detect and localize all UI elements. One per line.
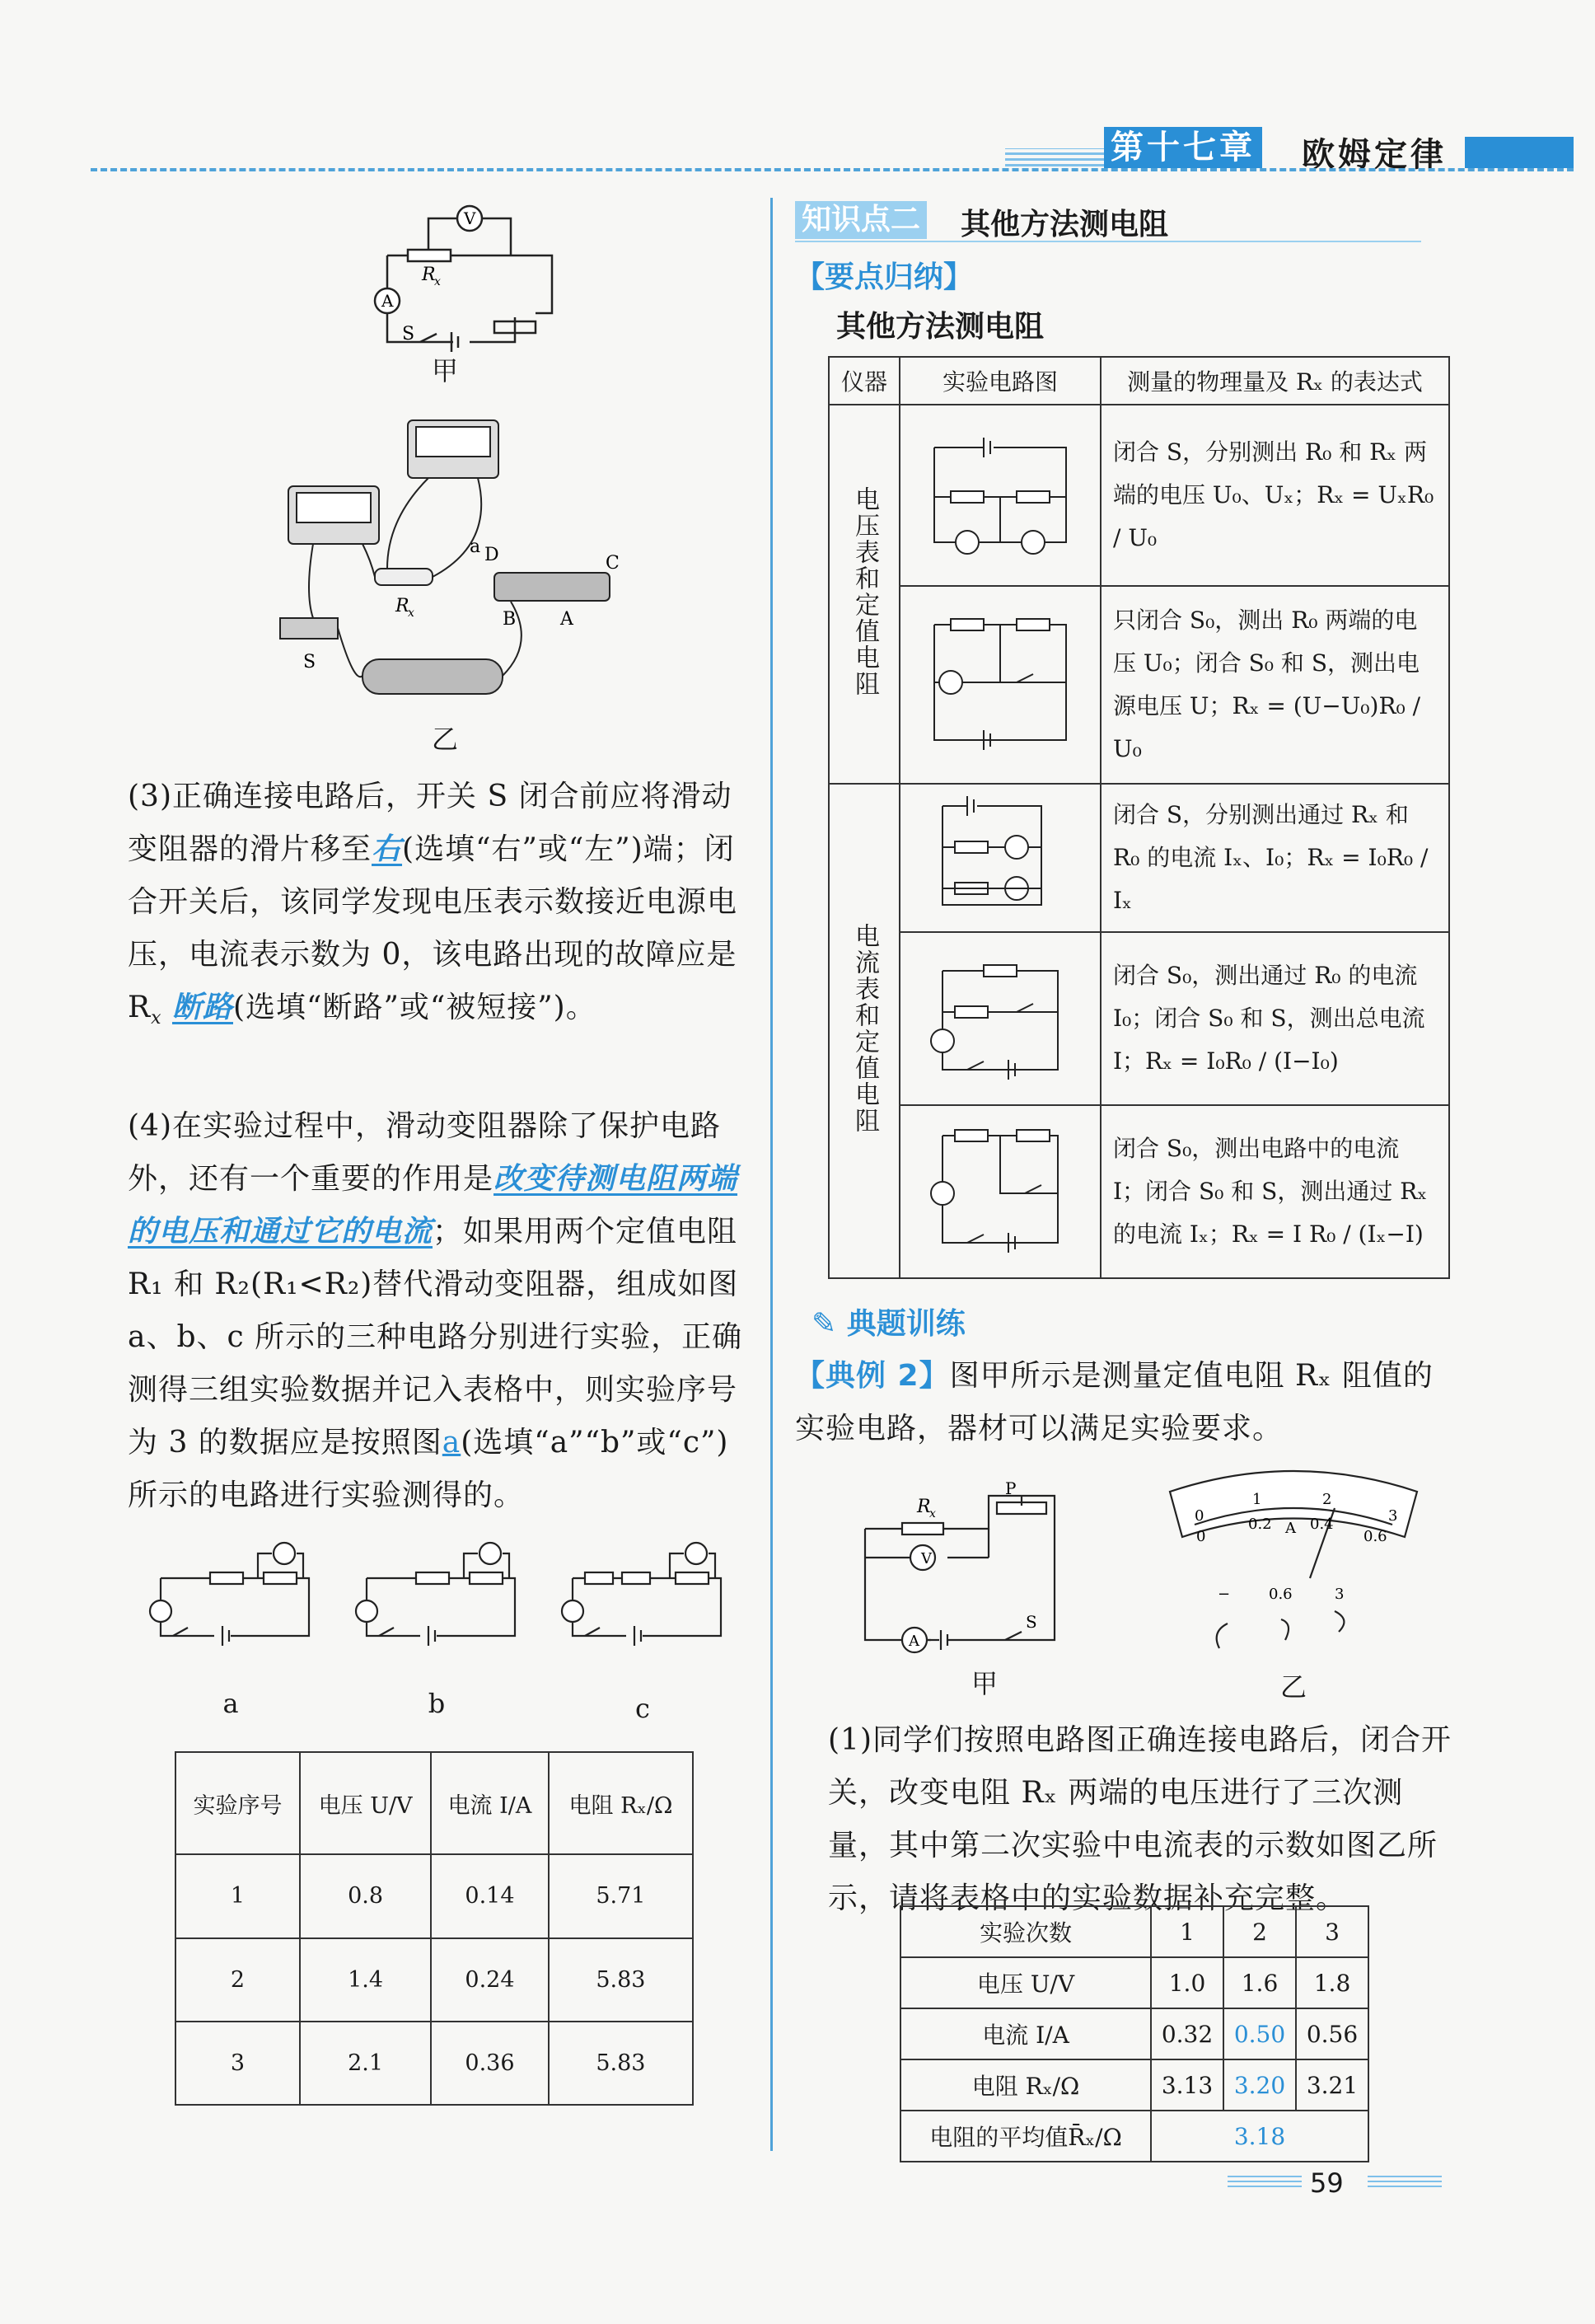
example-circuit-jia — [849, 1471, 1112, 1661]
table-cell: 0.56 — [1296, 2008, 1368, 2059]
example-2 — [795, 1350, 1454, 1455]
row-label: 电压 U/V — [900, 1957, 1151, 2008]
tick-bottom-0: 0 — [1196, 1528, 1206, 1545]
q3-text-before: (3)正确连接电路后，开关 S 闭合前应将滑动变阻器的滑片移至 — [128, 780, 732, 866]
ex-p-label: P — [1005, 1478, 1017, 1498]
yi-b-label: B — [503, 609, 517, 630]
jia-v-label: V — [464, 209, 476, 228]
ex-s-label: S — [1026, 1612, 1037, 1632]
table-cell: 0.24 — [431, 1938, 549, 2022]
yi-a2-label: A — [560, 609, 573, 630]
table-row — [900, 2008, 1368, 2059]
header-dashed-line — [91, 168, 1574, 171]
tick-top-2: 2 — [1322, 1491, 1332, 1508]
fig-yi-caption: 乙 — [431, 724, 458, 755]
method-text-5: 闭合 S₀，测出电路中的电流 I；闭合 S₀ 和 S，测出通过 Rₓ 的电流 Iₓ；Rₓ = I R₀ / (Iₓ−I) — [1101, 1105, 1449, 1278]
table-header: 实验序号 — [175, 1752, 300, 1854]
chapter-title: 欧姆定律 — [1302, 136, 1447, 174]
circuit-cell — [900, 405, 1101, 586]
terminal-3: 3 — [1335, 1586, 1345, 1603]
terminal-minus: − — [1218, 1586, 1231, 1603]
tick-bottom-2: 0.4 — [1310, 1516, 1334, 1533]
example-text: 图甲所示是测量定值电阻 Rₓ 阻值的实验电路，器材可以满足实验要求。 — [795, 1359, 1434, 1445]
yi-a-label: a — [470, 536, 481, 557]
header-bar — [1465, 137, 1574, 168]
meter-unit: A — [1285, 1520, 1296, 1537]
answer-cell: 0.50 — [1223, 2008, 1296, 2059]
yi-s-label: S — [303, 652, 316, 672]
row-label: 电阻 Rₓ/Ω — [900, 2059, 1151, 2111]
table-cell: 0.32 — [1151, 2008, 1223, 2059]
table-cell: 5.83 — [549, 1938, 693, 2022]
circuit-cell — [900, 586, 1101, 784]
group-voltage-label: 电压表和定值电阻 — [850, 485, 879, 697]
tick-top-3: 3 — [1388, 1507, 1398, 1525]
table-header: 3 — [1296, 1906, 1368, 1957]
apparatus-diagram-yi — [264, 412, 643, 725]
circuit-a1 — [918, 790, 1083, 921]
methods-table — [828, 356, 1450, 1279]
page-number: 59 — [1310, 2167, 1344, 2199]
training-label: 典题训练 — [846, 1307, 966, 1341]
table-cell: 5.71 — [549, 1854, 693, 1937]
table-row — [175, 2022, 693, 2105]
table-cell: 3.21 — [1296, 2059, 1368, 2111]
circuit-v2 — [918, 608, 1083, 757]
table-cell: 0.36 — [431, 2022, 549, 2105]
circuit-a-caption: a — [222, 1688, 239, 1719]
tick-top-1: 1 — [1252, 1491, 1262, 1508]
q3-answer-2: 断路 — [171, 991, 233, 1024]
yi-rx-label: R — [395, 596, 409, 616]
row-label: 电流 I/A — [900, 2008, 1151, 2059]
answer-cell: 3.20 — [1223, 2059, 1296, 2111]
table-cell: 2 — [175, 1938, 300, 2022]
table-cell: 1.6 — [1223, 1957, 1296, 2008]
example-tag: 【典例 2】 — [795, 1359, 950, 1393]
table-cell: 3 — [175, 2022, 300, 2105]
fig-jia-caption: 甲 — [431, 355, 458, 387]
table-row — [829, 932, 1449, 1105]
knowledge-point-underline — [795, 241, 1421, 242]
page-number-decoration-left — [1228, 2176, 1302, 2187]
ex-v-label: V — [921, 1550, 932, 1567]
ex-a-label: A — [909, 1633, 919, 1650]
table-header: 仪器 — [829, 357, 900, 405]
method-text-3: 闭合 S，分别测出通过 Rₓ 和 R₀ 的电流 Iₓ、I₀；Rₓ = I₀R₀ / Iₓ — [1101, 784, 1449, 932]
table-header: 电阻 Rₓ/Ω — [549, 1752, 693, 1854]
q4-text-mid: ；如果用两个定值电阻 R₁ 和 R₂(R₁<R₂)替代滑动变阻器，组成如图 a、b、c 所示的三种电路分别进行实验，正确测得三组实验数据并记入表格中，则实验序号为 3 的数据应是按照图 — [128, 1215, 743, 1460]
example-question-1: (1)同学们按照电路图正确连接电路后，闭合开关，改变电阻 Rₓ 两端的电压进行了三次测量，其中第二次实验中电流表的示数如图乙所示，请将表格中的实验数据补充完整。 — [828, 1723, 1452, 1915]
tick-bottom-1: 0.2 — [1248, 1516, 1272, 1533]
ex-rx-sub: x — [929, 1507, 936, 1520]
table-row — [900, 2111, 1368, 2162]
table-header: 电压 U/V — [300, 1752, 431, 1854]
table-row — [900, 1906, 1368, 1957]
circuit-v1 — [918, 423, 1083, 563]
q4-answer-1: 改变待测电阻两端的电压和通过它的电流 — [128, 1162, 738, 1249]
tick-top-0: 0 — [1195, 1507, 1204, 1525]
circuits-abc — [140, 1533, 750, 1681]
table-row — [900, 1957, 1368, 2008]
table-cell: 0.14 — [431, 1854, 549, 1937]
table-header: 1 — [1151, 1906, 1223, 1957]
circuit-cell — [900, 784, 1101, 932]
q4-text-after: (选填“a”“b”或“c”)所示的电路进行实验测得的。 — [128, 1426, 729, 1512]
column-divider — [770, 198, 773, 2151]
group-current — [829, 784, 900, 1278]
tick-bottom-3: 0.6 — [1363, 1528, 1387, 1545]
table-header: 实验电路图 — [900, 357, 1101, 405]
method-text-4: 闭合 S₀，测出通过 R₀ 的电流 I₀；闭合 S₀ 和 S，测出总电流 I；Rₓ = I₀R₀ / (I−I₀) — [1101, 932, 1449, 1105]
group-voltage — [829, 405, 900, 784]
q3-text-mid: (选填“右”或“左”)端；闭合开关后，该同学发现电压表示数接近电源电压，电流表示数为 0，该电路出现的故障应是 R — [128, 832, 738, 1024]
q4-answer-2: a — [442, 1426, 461, 1460]
jia-s-label: S — [402, 324, 415, 344]
key-points-heading: 【要点归纳】 — [795, 260, 974, 294]
circuit-b-caption: b — [428, 1688, 446, 1719]
table-row — [900, 2059, 1368, 2111]
table-row — [175, 1938, 693, 2022]
table-cell: 5.83 — [549, 2022, 693, 2105]
circuit-c-caption: c — [635, 1693, 650, 1724]
training-heading: ✎ 典题训练 — [812, 1307, 966, 1341]
circuit-a2 — [918, 946, 1083, 1086]
ammeter-dial — [1162, 1459, 1425, 1665]
table-cell: 1.4 — [300, 1938, 431, 2022]
table-header: 电流 I/A — [431, 1752, 549, 1854]
example-data-table — [900, 1905, 1369, 2162]
yi-c-label: C — [606, 553, 620, 574]
circuit-cell — [900, 932, 1101, 1105]
table-row — [175, 1854, 693, 1937]
table-row — [829, 784, 1449, 932]
table-header: 测量的物理量及 Rₓ 的表达式 — [1101, 357, 1449, 405]
table-header: 2 — [1223, 1906, 1296, 1957]
jia-a-label: A — [381, 291, 394, 311]
table-cell: 2.1 — [300, 2022, 431, 2105]
table-cell: 1.8 — [1296, 1957, 1368, 2008]
example-fig-jia-caption: 甲 — [971, 1668, 998, 1699]
header-decoration — [1005, 148, 1104, 166]
method-subtitle: 其他方法测电阻 — [836, 310, 1045, 344]
group-current-label: 电流表和定值电阻 — [850, 922, 879, 1134]
terminal-06: 0.6 — [1269, 1586, 1293, 1603]
yi-rx-sub: x — [408, 607, 414, 620]
knowledge-point-title: 其他方法测电阻 — [961, 208, 1169, 241]
knowledge-point-badge: 知识点二 — [795, 201, 927, 239]
table-cell: 0.8 — [300, 1854, 431, 1937]
table-cell: 1 — [175, 1854, 300, 1937]
q4-text-before: (4)在实验过程中，滑动变阻器除了保护电路外，还有一个重要的作用是 — [128, 1109, 721, 1196]
jia-rx-label: R — [422, 265, 436, 285]
answer-cell: 3.18 — [1151, 2111, 1368, 2162]
table-cell: 3.13 — [1151, 2059, 1223, 2111]
method-text-2: 只闭合 S₀，测出 R₀ 两端的电压 U₀；闭合 S₀ 和 S，测出电源电压 U；Rₓ = (U−U₀)R₀ / U₀ — [1101, 586, 1449, 784]
q3-answer-1: 右 — [372, 832, 403, 866]
question-4 — [128, 1100, 754, 1522]
table-row — [829, 586, 1449, 784]
table-row — [829, 1105, 1449, 1278]
table-header: 实验次数 — [900, 1906, 1151, 1957]
q3-rx-sub: x — [151, 1008, 162, 1029]
table-cell: 1.0 — [1151, 1957, 1223, 2008]
ex-rx-label: R — [917, 1497, 931, 1517]
circuit-a3 — [918, 1119, 1083, 1259]
example-fig-yi-caption: 乙 — [1279, 1671, 1307, 1703]
table-row — [829, 405, 1449, 586]
q3-text-after: (选填“断路”或“被短接”)。 — [233, 991, 596, 1024]
method-text-1: 闭合 S，分别测出 R₀ 和 Rₓ 两端的电压 U₀、Uₓ；Rₓ = UₓR₀ / U₀ — [1101, 405, 1449, 586]
chapter-badge: 第十七章 — [1104, 127, 1262, 168]
yi-d-label: D — [484, 545, 499, 565]
question-3 — [128, 771, 754, 1045]
jia-rx-sub: x — [434, 275, 441, 288]
experiment-data-table — [175, 1751, 694, 2106]
row-label: 电阻的平均值R̄ₓ/Ω — [900, 2111, 1151, 2162]
page-number-decoration-right — [1368, 2176, 1442, 2187]
circuit-cell — [900, 1105, 1101, 1278]
